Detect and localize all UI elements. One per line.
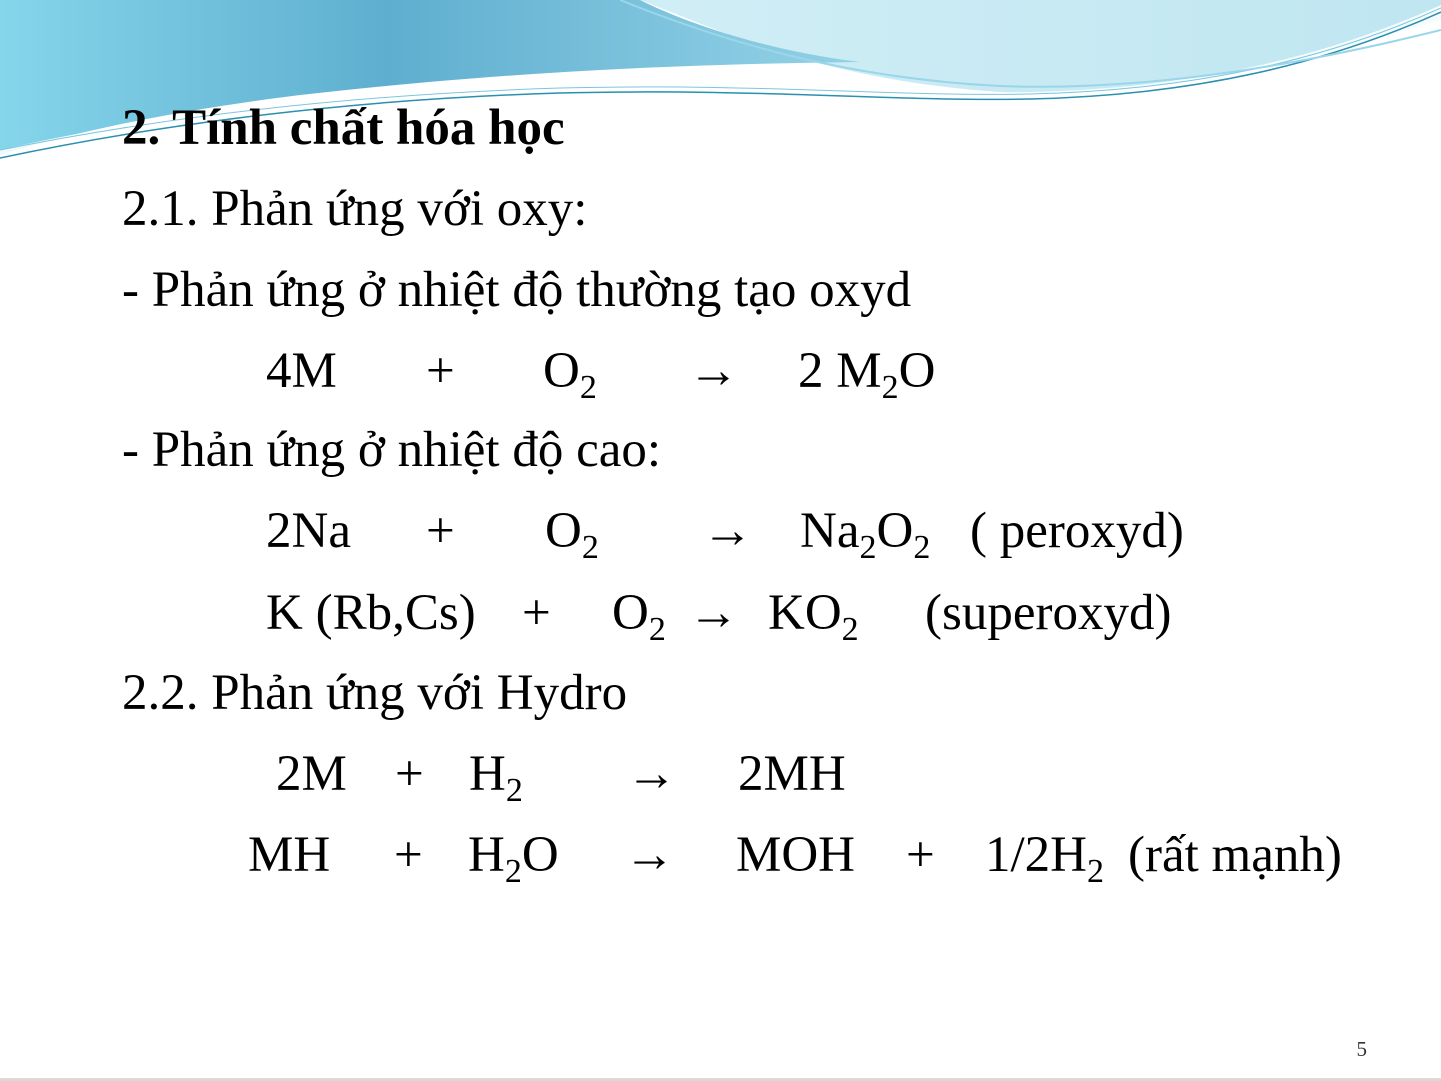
eq2-reactant2: $O_2$ [545, 503, 599, 566]
eq5-plus2: + [906, 827, 935, 883]
section-heading-oxygen: 2.1. Phản ứng với oxy: [122, 181, 588, 237]
section-heading-hydrogen: 2.2. Phản ứng với Hydro [122, 665, 628, 721]
bullet-high-temperature: - Phản ứng ở nhiệt độ cao: [122, 422, 662, 478]
eq5-reactant1: MH [248, 827, 331, 883]
eq2-reactant1: 2Na [266, 503, 351, 559]
eq4-product: 2MH [738, 746, 846, 802]
eq3-arrow: → [688, 585, 739, 641]
eq3-note: (superoxyd) [925, 585, 1172, 641]
eq1-arrow: → [688, 343, 739, 399]
eq5-note: (rất mạnh) [1128, 827, 1342, 883]
eq5-reactant2: $H_2O$ [468, 827, 559, 890]
eq1-reactant1: 4M [266, 343, 337, 399]
eq2-plus: + [426, 503, 455, 559]
eq3-product: $KO_2$ [768, 585, 859, 648]
eq5-product2: $1/2H_2$ [985, 827, 1104, 890]
eq1-plus: + [426, 343, 455, 399]
eq4-arrow: → [626, 746, 677, 802]
bullet-normal-temperature: - Phản ứng ở nhiệt độ thường tạo oxyd [122, 262, 912, 318]
eq4-plus: + [395, 746, 424, 802]
eq3-reactant1: K (Rb,Cs) [266, 585, 476, 641]
eq2-product: $Na_2O_2$ [800, 503, 931, 566]
eq4-reactant1: 2M [276, 746, 347, 802]
eq5-arrow: → [624, 827, 675, 883]
eq3-reactant2: $O_2$ [612, 585, 666, 648]
eq5-plus1: + [394, 827, 423, 883]
eq3-plus: + [522, 585, 551, 641]
eq5-product1: MOH [736, 827, 856, 883]
eq4-reactant2: $H_2$ [469, 746, 523, 809]
page-number: 5 [1356, 1037, 1367, 1061]
eq1-reactant2: $O_2$ [543, 343, 597, 406]
slide-title: 2. Tính chất hóa học [122, 100, 565, 156]
eq1-product: 2 $M_2O$ [798, 343, 936, 406]
eq2-note: ( peroxyd) [970, 503, 1184, 559]
eq2-arrow: → [702, 503, 753, 559]
